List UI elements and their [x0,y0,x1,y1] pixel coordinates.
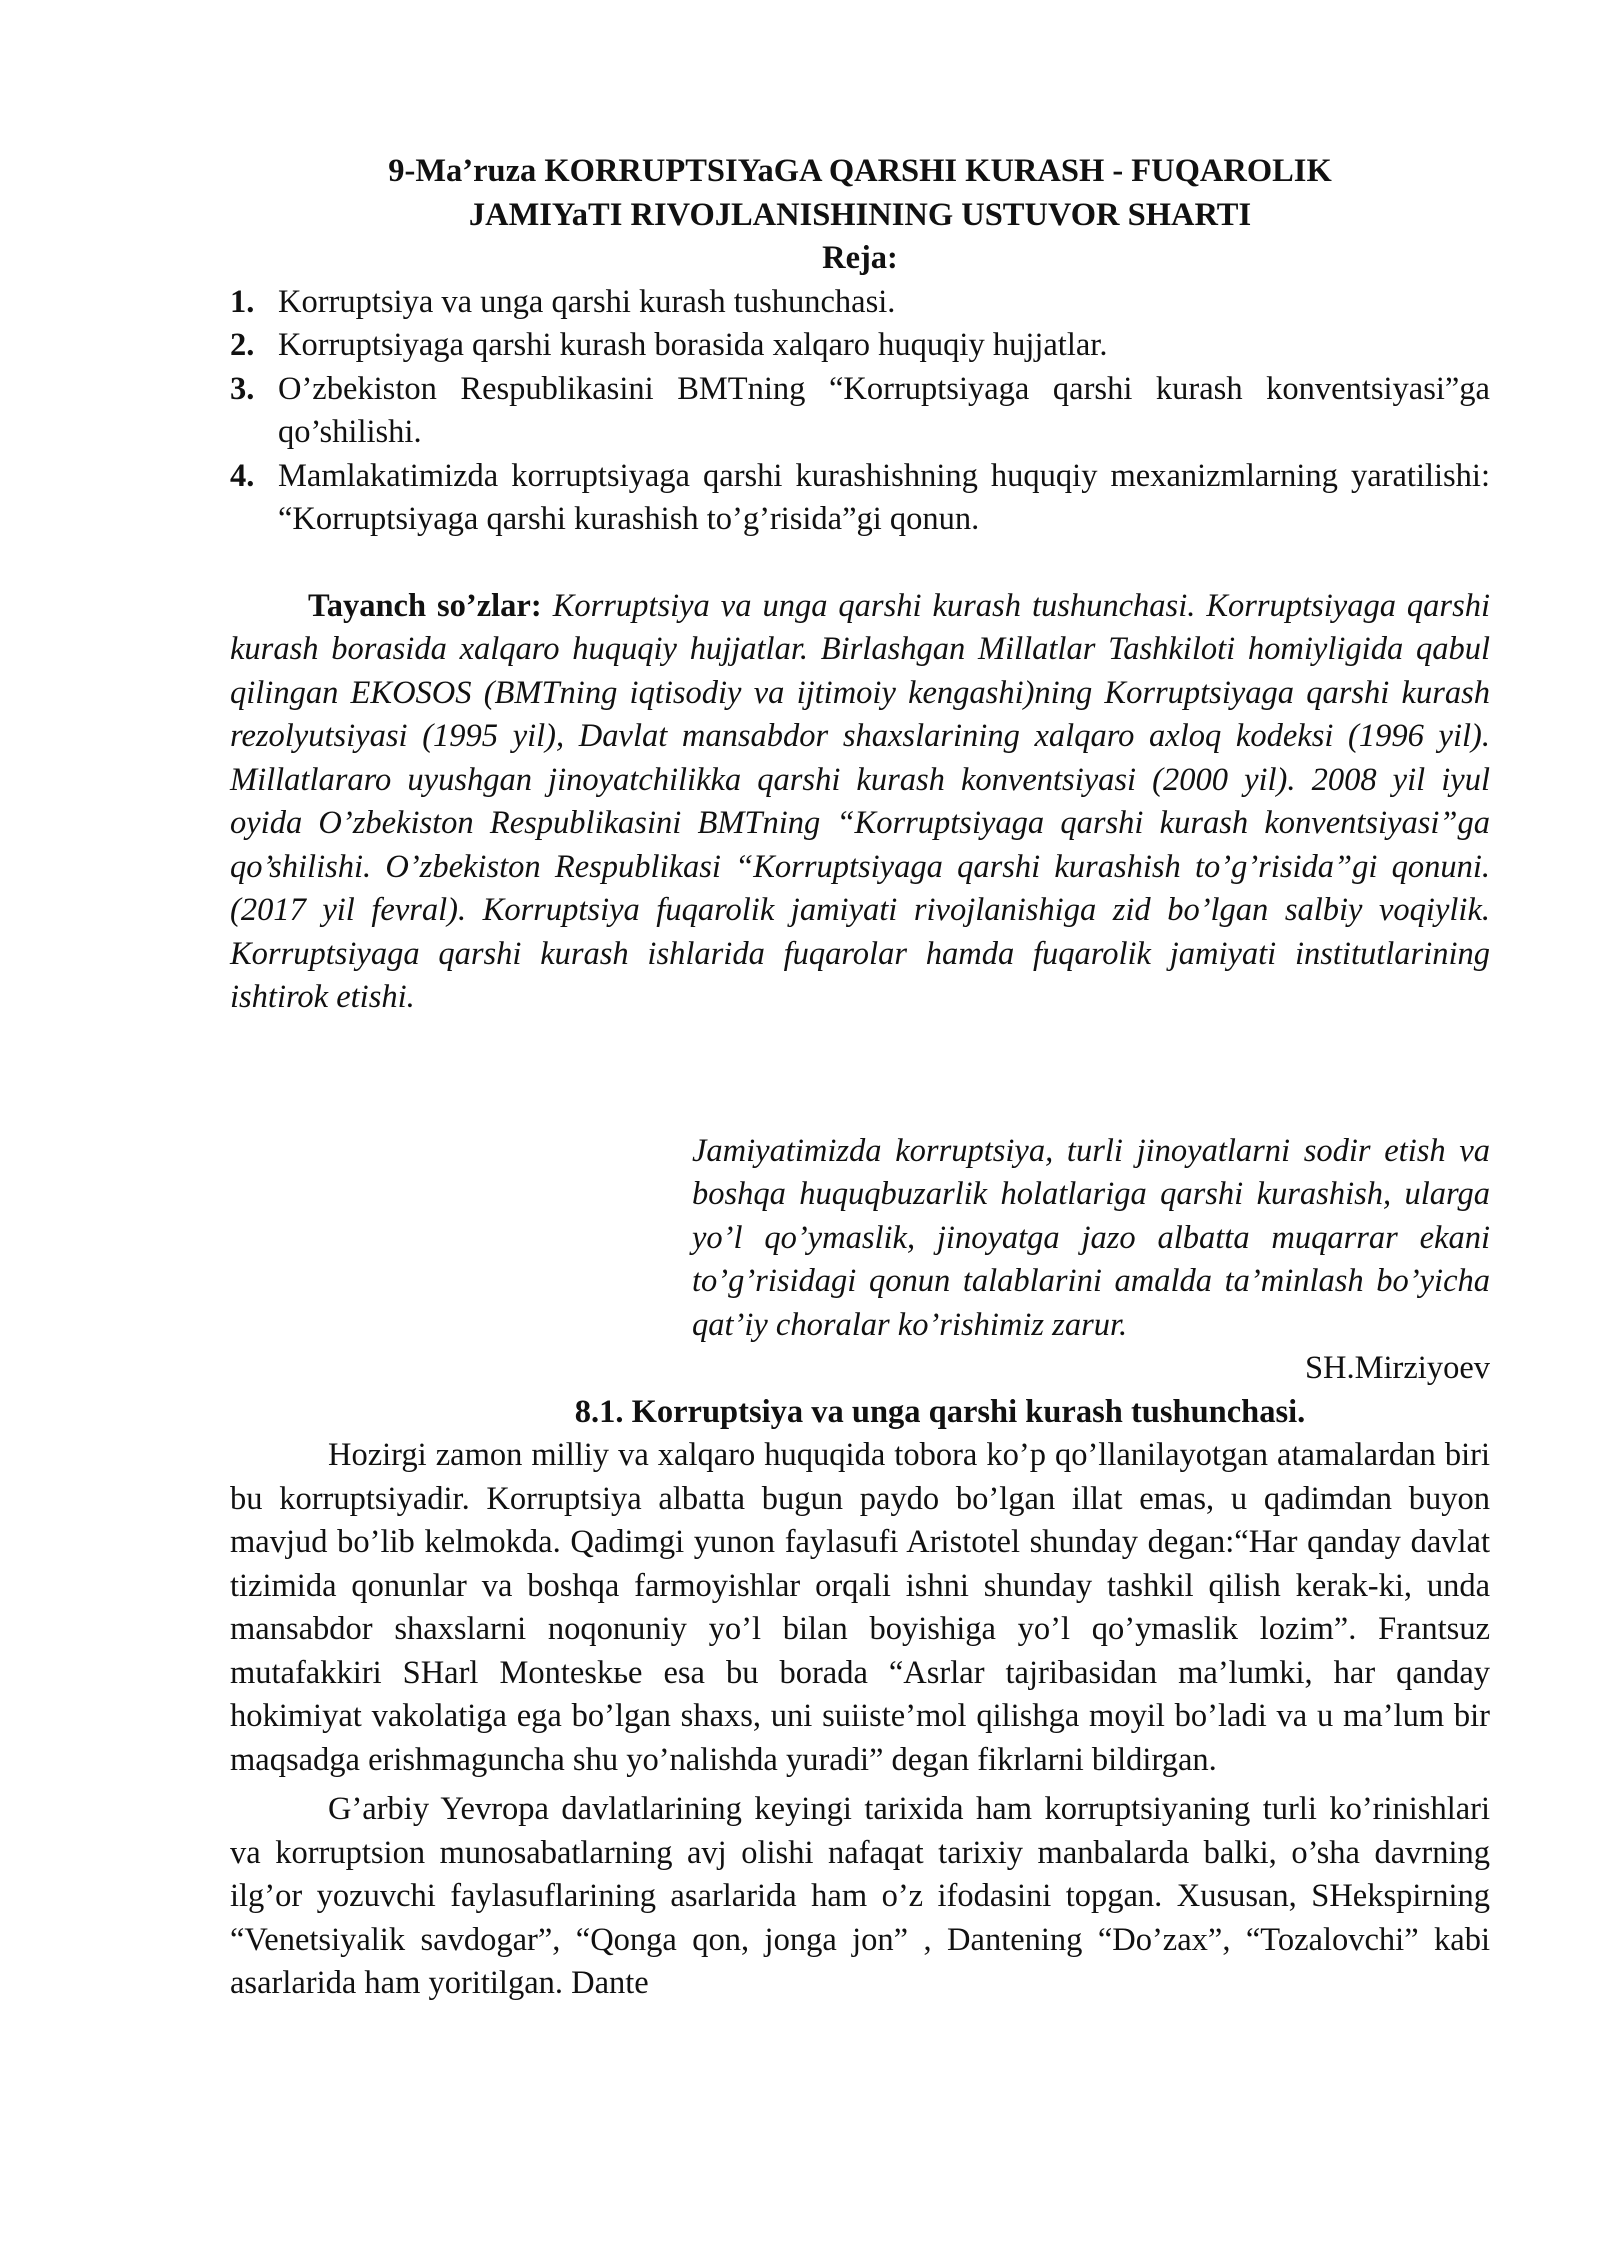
plan-item-text: O’zbekiston Respublikasini BMTning “Korruptsiyaga qarshi kurash konventsiyasi”ga qo’shilishi. [278,370,1490,450]
plan-label: Reja: [822,240,898,276]
lecture-title-line-1: 9-Ma’ruza KORRUPTSIYaGA QARSHI KURASH - FUQAROLIK [388,153,1332,189]
keywords-text: Korruptsiya va unga qarshi kurash tushunchasi. Korruptsiyaga qarshi kurash borasida xalqaro huquqiy hujjatlar. Birlashgan Millatlar Tashkiloti homiyligida qabul qilingan EKOSOS (BMTning iqtisodiy va ijtimoiy kengashi)ning Korruptsiyaga qarshi kurash rezolyutsiyasi (1995 yil), Davlat mansabdor shaxslarining xalqaro axloq kodeksi (1996 yil). Millatlararo uyushgan jinoyatchilikka qarshi kurash konventsiyasi (2000 yil). 2008 yil iyul oyida O’zbekiston Respublikasini BMTning “Korruptsiyaga qarshi kurash konventsiyasi”ga qo’shilishi. O’zbekiston Respublikasi “Korruptsiyaga qarshi kurashish to’g’risida”gi qonuni.(2017 yil fevral). Korruptsiya fuqarolik jamiyati rivojlanishiga zid bo’lgan salbiy voqiylik. Korruptsiyaga qarshi kurash ishlarida fuqarolar hamda fuqarolik jamiyati institutlarining ishtirok etishi. [230,587,1490,1015]
plan-item-text: Korruptsiyaga qarshi kurash borasida xalqaro huquqiy hujjatlar. [278,327,1108,363]
plan-list [230,281,1490,542]
epigraph-author: SH.Mirziyoev [1304,1350,1490,1386]
epigraph-quote: Jamiyatimizda korruptsiya, turli jinoyatlarni sodir etish va boshqa huquqbuzarlik holatlariga qarshi kurashish, ularga yo’l qo’ymaslik, jinoyatga jazo albatta muqarrar ekani to’g’risidagi qonun talablarini amalda ta’minlash bo’yicha qat’iy choralar ko’rishimiz zarur. [692,1132,1490,1343]
body-paragraph: G’arbiy Yevropa davlatlarining keyingi tarixida ham korruptsiyaning turli ko’rinishlari va korruptsion munosabatlarning avj olishi nafaqat tarixiy manbalarda balki, o’sha davrning ilg’or yozuvchi faylasuflarining asarlarida ham o’z ifodasini topgan. Xususan, SHekspirning “Venetsiyalik savdogar”, “Qonga qon, jonga jon” , Dantening “Do’zax”, “Tozalovchi” kabi asarlarida ham yoritilgan. Dante [230,1791,1490,2001]
keywords-label: Tayanch so’zlar: [308,587,542,624]
plan-item [230,281,1490,325]
keywords-paragraph [230,585,1490,1020]
lecture-title-line-2: JAMIYaTI RIVOJLANISHINING USTUVOR SHARTI [468,196,1252,233]
plan-item-number: 1. [230,283,255,320]
plan-item-text: Mamlakatimizda korruptsiyaga qarshi kurashishning huquqiy mexanizmlarning yaratilishi: “Korruptsiyaga qarshi kurashish to’g’risida”gi qonun. [278,457,1490,537]
plan-item [230,455,1490,542]
document-page [230,150,1490,2006]
plan-item-number: 2. [230,327,255,363]
plan-item [230,324,1490,368]
plan-item-number: 3. [230,370,255,407]
body-paragraph: Hozirgi zamon milliy va xalqaro huquqida tobora ko’p qo’llanilayotgan atamalardan biri bu korruptsiyadir. Korruptsiya albatta bugun paydo bo’lgan illat emas, u qadimdan buyon mavjud bo’lib kelmokda. Qadimgi yunon faylasufi Aristotel shunday degan:“Har qanday davlat tizimida qonunlar va boshqa farmoyishlar orqali ishni shunday tashkil qilish kerak-ki, unda mansabdor shaxslarni noqonuniy yo’l bilan boyishiga yo’l qo’ymaslik lozim”. Frantsuz mutafakkiri SHarl Monteskьe esa bu borada “Asrlar tajribasidan ma’lumki, har qanday hokimiyat vakolatiga ega bo’lgan shaxs, uni suiiste’mol qilishga moyil bo’ladi va u ma’lum bir maqsadga erishmaguncha shu yo’nalishda yuradi” degan fikrlarni bildirgan. [230,1437,1490,1778]
plan-item [230,368,1490,455]
plan-item-number: 4. [230,457,255,494]
plan-item-text: Korruptsiya va unga qarshi kurash tushunchasi. [278,283,896,320]
section-heading: 8.1. Korruptsiya va unga qarshi kurash tushunchasi. [574,1393,1306,1430]
lecture-title [230,150,1490,281]
